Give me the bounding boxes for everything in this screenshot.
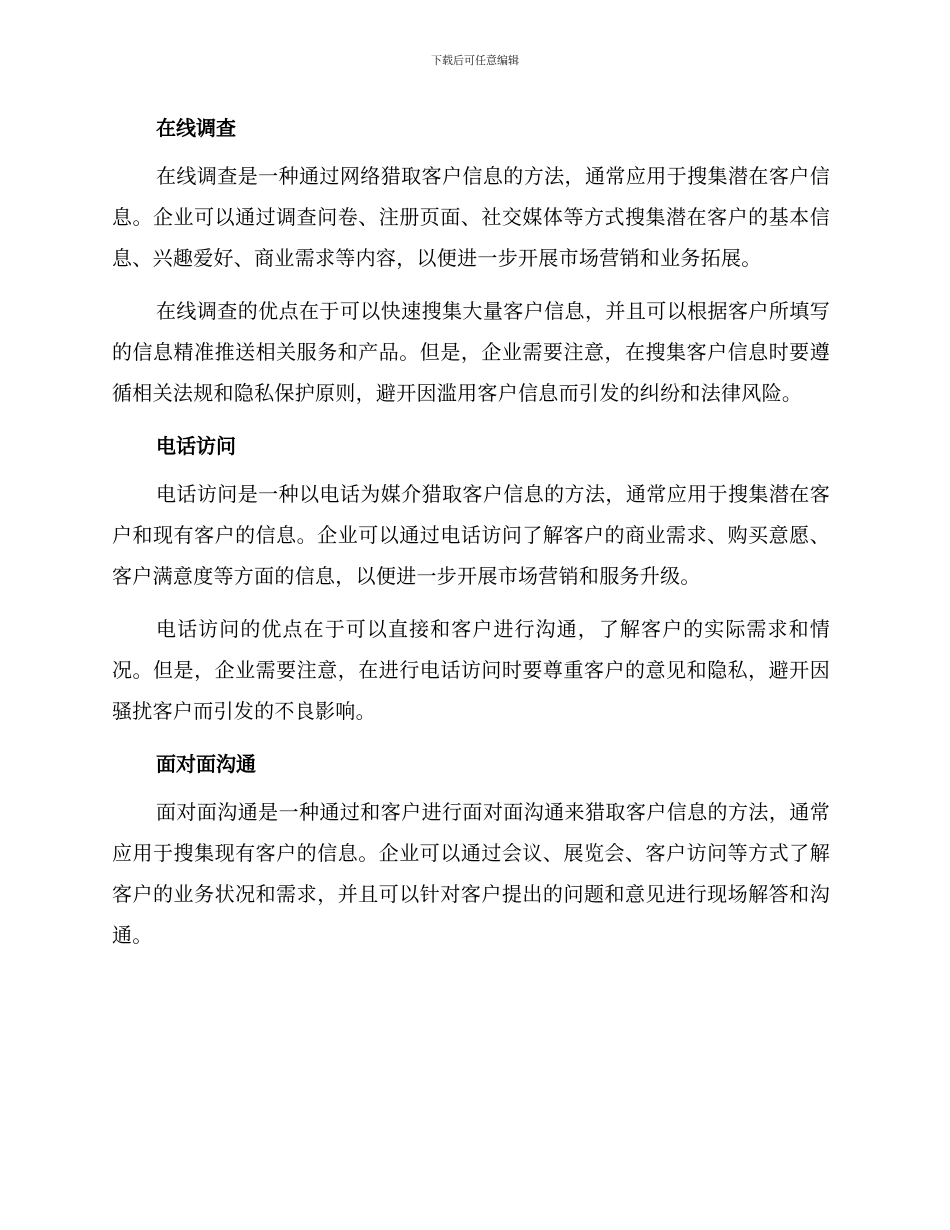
paragraph: 电话访问的优点在于可以直接和客户进行沟通，了解客户的实际需求和情况。但是，企业需要注意，在进行电话访问时要尊重客户的意见和隐私，避开因骚扰客户而引发的不良影响。 — [112, 617, 830, 723]
paragraph: 在线调查是一种通过网络猎取客户信息的方法，通常应用于搜集潜在客户信息。企业可以通过调查问卷、注册页面、社交媒体等方式搜集潜在客户的基本信息、兴趣爱好、商业需求等内容，以便进一步开展市场营销和业务拓展。 — [112, 164, 830, 270]
section-heading: 在线调查 — [156, 116, 236, 140]
section-heading: 电话访问 — [156, 434, 236, 458]
section-heading: 面对面沟通 — [156, 752, 256, 776]
section-online-survey — [112, 108, 830, 414]
paragraph: 面对面沟通是一种通过和客户进行面对面沟通来猎取客户信息的方法，通常应用于搜集现有客户的信息。企业可以通过会议、展览会、客户访问等方式了解客户的业务状况和需求，并且可以针对客户提出的问题和意见进行现场解答和沟通。 — [112, 800, 830, 947]
document-body — [112, 108, 830, 968]
section-face-to-face — [112, 744, 830, 956]
paragraph: 电话访问是一种以电话为媒介猎取客户信息的方法，通常应用于搜集潜在客户和现有客户的信息。企业可以通过电话访问了解客户的商业需求、购买意愿、客户满意度等方面的信息，以便进一步开展市场营销和服务升级。 — [112, 482, 830, 588]
section-phone-interview — [112, 426, 830, 732]
paragraph: 在线调查的优点在于可以快速搜集大量客户信息，并且可以根据客户所填写的信息精准推送相关服务和产品。但是，企业需要注意，在搜集客户信息时要遵循相关法规和隐私保护原则，避开因滥用客户信息而引发的纠纷和法律风险。 — [112, 299, 830, 405]
page-header: 下载后可任意编辑 — [431, 54, 519, 67]
